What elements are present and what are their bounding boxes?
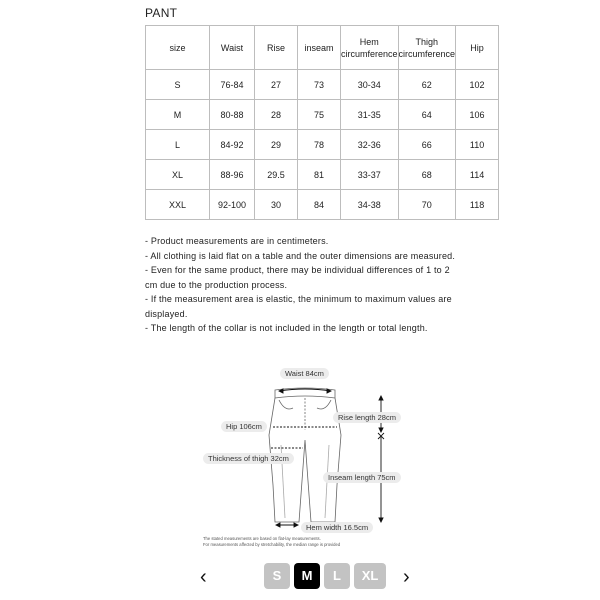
cell-hem: 33-37 bbox=[341, 160, 399, 190]
cell-inseam: 73 bbox=[298, 70, 341, 100]
cell-thigh: 66 bbox=[398, 130, 456, 160]
cell-waist: 84-92 bbox=[210, 130, 255, 160]
note-line: - Even for the same product, there may be individual differences of 1 to 2 bbox=[145, 265, 450, 275]
cell-hem: 31-35 bbox=[341, 100, 399, 130]
note-line: - Product measurements are in centimeters. bbox=[145, 236, 329, 246]
header-size: size bbox=[146, 26, 210, 70]
cell-size: S bbox=[146, 70, 210, 100]
cell-rise: 29.5 bbox=[255, 160, 298, 190]
right-pocket bbox=[317, 400, 331, 409]
table-row bbox=[146, 160, 499, 190]
waist-label: Waist 84cm bbox=[280, 368, 329, 379]
cell-size: XL bbox=[146, 160, 210, 190]
cell-size: XXL bbox=[146, 190, 210, 220]
cell-size: L bbox=[146, 130, 210, 160]
cell-rise: 29 bbox=[255, 130, 298, 160]
note-line: - The length of the collar is not included in the length or total length. bbox=[145, 323, 428, 333]
size-button-m[interactable]: M bbox=[294, 563, 320, 589]
header-waist: Waist bbox=[210, 26, 255, 70]
note-line: displayed. bbox=[145, 308, 188, 319]
cell-hem: 34-38 bbox=[341, 190, 399, 220]
page-title: PANT bbox=[145, 6, 178, 20]
table-row bbox=[146, 190, 499, 220]
cell-thigh: 68 bbox=[398, 160, 456, 190]
cell-hip: 110 bbox=[456, 130, 499, 160]
left-pocket bbox=[279, 400, 293, 409]
hem-label: Hem width 16.5cm bbox=[301, 522, 373, 533]
table-row bbox=[146, 130, 499, 160]
measurement-notes bbox=[145, 234, 475, 336]
size-table bbox=[145, 25, 499, 220]
cell-thigh: 62 bbox=[398, 70, 456, 100]
size-button-xl[interactable]: XL bbox=[354, 563, 386, 589]
cell-inseam: 84 bbox=[298, 190, 341, 220]
header-hem: Hem circumference bbox=[341, 26, 399, 70]
cell-waist: 80-88 bbox=[210, 100, 255, 130]
cell-rise: 27 bbox=[255, 70, 298, 100]
cell-size: M bbox=[146, 100, 210, 130]
note-line: - All clothing is laid flat on a table and the outer dimensions are measured. bbox=[145, 250, 456, 261]
cell-inseam: 78 bbox=[298, 130, 341, 160]
cell-inseam: 75 bbox=[298, 100, 341, 130]
table-row bbox=[146, 100, 499, 130]
cell-waist: 88-96 bbox=[210, 160, 255, 190]
cell-thigh: 64 bbox=[398, 100, 456, 130]
cell-hem: 32-36 bbox=[341, 130, 399, 160]
cell-hip: 118 bbox=[456, 190, 499, 220]
note-line: cm due to the production process. bbox=[145, 279, 288, 290]
header-inseam: inseam bbox=[298, 26, 341, 70]
size-button-s[interactable]: S bbox=[264, 563, 290, 589]
cell-hip: 114 bbox=[456, 160, 499, 190]
hip-label: Hip 106cm bbox=[221, 421, 267, 432]
size-selector bbox=[0, 563, 600, 593]
fine-print-line: For measurements affected by stretchability, the median range is provided bbox=[203, 542, 341, 547]
header-thigh: Thigh circumference bbox=[398, 26, 456, 70]
cell-hip: 106 bbox=[456, 100, 499, 130]
note-line: - If the measurement area is elastic, the minimum to maximum values are bbox=[145, 294, 452, 304]
table-header-row bbox=[146, 26, 499, 70]
cell-rise: 28 bbox=[255, 100, 298, 130]
size-button-l[interactable]: L bbox=[324, 563, 350, 589]
cell-thigh: 70 bbox=[398, 190, 456, 220]
cell-hip: 102 bbox=[456, 70, 499, 100]
cell-waist: 76-84 bbox=[210, 70, 255, 100]
rise-label: Rise length 28cm bbox=[333, 412, 401, 423]
waist-arrow bbox=[279, 389, 331, 391]
header-rise: Rise bbox=[255, 26, 298, 70]
chevron-left-icon[interactable]: ‹ bbox=[200, 566, 207, 588]
waistband-outline bbox=[275, 388, 335, 398]
chevron-right-icon[interactable]: › bbox=[403, 566, 410, 588]
fine-print-line: The stated measurements are based on flat-lay measurements. bbox=[203, 536, 321, 541]
table-row bbox=[146, 70, 499, 100]
cell-waist: 92-100 bbox=[210, 190, 255, 220]
thigh-label: Thickness of thigh 32cm bbox=[203, 453, 294, 464]
header-hip: Hip bbox=[456, 26, 499, 70]
cell-rise: 30 bbox=[255, 190, 298, 220]
cell-hem: 30-34 bbox=[341, 70, 399, 100]
cell-inseam: 81 bbox=[298, 160, 341, 190]
pants-measurement-diagram bbox=[195, 360, 415, 555]
inseam-label: Inseam length 75cm bbox=[323, 472, 401, 483]
